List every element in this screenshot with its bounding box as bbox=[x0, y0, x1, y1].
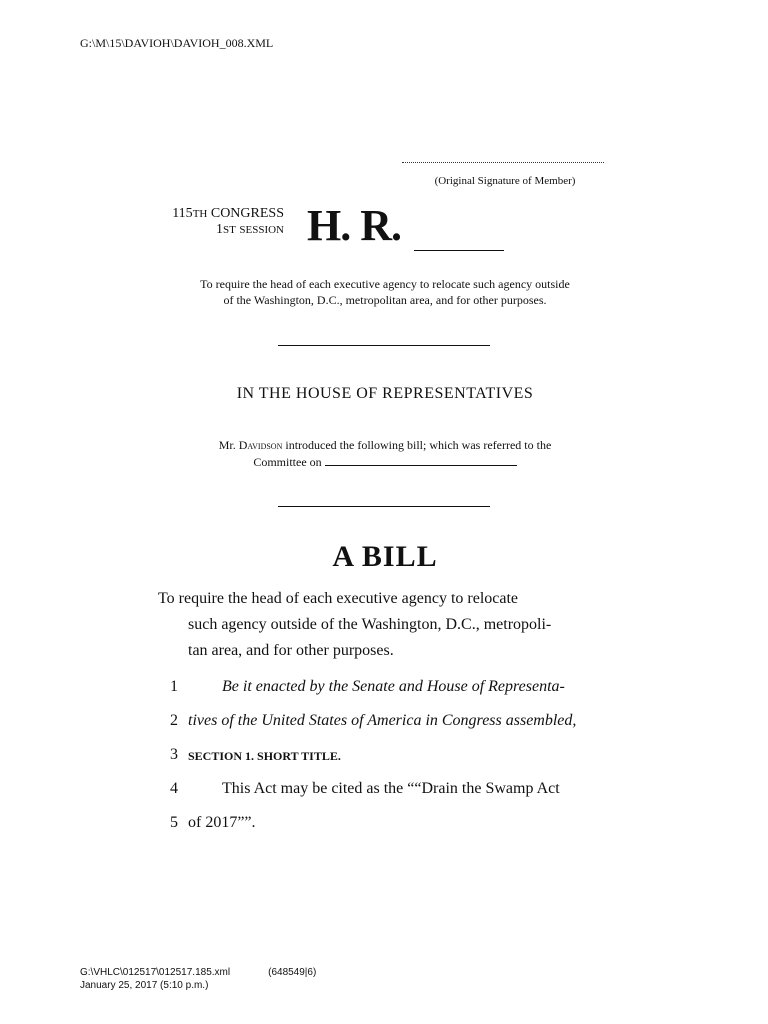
bill-label: A BILL bbox=[332, 540, 438, 573]
footer-line bbox=[80, 966, 316, 979]
introduction bbox=[160, 437, 610, 471]
introduction-line: Committee on bbox=[160, 454, 610, 471]
divider-rule bbox=[278, 345, 490, 346]
footer-path: G:\VHLC\012517\012517.185.xml bbox=[80, 967, 231, 978]
long-title bbox=[158, 586, 608, 664]
enacting-clause: Be it enacted by the Senate and House of Representa- bbox=[222, 678, 565, 695]
signature-label: (Original Signature of Member) bbox=[434, 175, 576, 187]
member-name: Davidson bbox=[238, 438, 283, 452]
long-title-line: To require the head of each executive agency to relocate bbox=[158, 590, 519, 607]
footer-timestamp: January 25, 2017 (5:10 p.m.) bbox=[80, 980, 209, 991]
chamber-heading: IN THE HOUSE OF REPRESENTATIVES bbox=[236, 385, 534, 402]
line-number: 3 bbox=[170, 746, 178, 763]
section-text: of 2017””. bbox=[188, 814, 256, 831]
congress-session bbox=[140, 206, 284, 238]
section-heading: SECTION 1. SHORT TITLE. bbox=[188, 749, 341, 763]
divider-rule bbox=[278, 506, 490, 507]
section-text: This Act may be cited as the ““Drain the Swamp Act bbox=[222, 780, 560, 797]
congress-line: 115TH CONGRESS bbox=[172, 206, 284, 221]
committee-blank bbox=[325, 456, 517, 466]
footer-doc-id: (648549|6) bbox=[268, 967, 317, 978]
short-purpose-line: To require the head of each executive agency to relocate such agency outside bbox=[200, 277, 570, 291]
footer bbox=[80, 966, 316, 992]
line-number: 5 bbox=[170, 814, 178, 831]
long-title-line: tan area, and for other purposes. bbox=[188, 642, 394, 659]
short-purpose bbox=[160, 276, 610, 308]
bill-designation: H. R. bbox=[307, 201, 401, 250]
short-purpose-line: of the Washington, D.C., metropolitan area, and for other purposes. bbox=[223, 293, 547, 307]
signature-line bbox=[402, 162, 604, 163]
long-title-line: such agency outside of the Washington, D.C., metropoli- bbox=[188, 616, 552, 633]
enacting-clause: tives of the United States of America in Congress assembled, bbox=[188, 712, 577, 729]
file-path: G:\M\15\DAVIOH\DAVIOH_008.XML bbox=[80, 36, 274, 50]
line-number: 4 bbox=[170, 780, 178, 797]
line-number: 2 bbox=[170, 712, 178, 729]
introduction-line: Mr. Davidson introduced the following bill; which was referred to the bbox=[218, 438, 552, 452]
session-line: 1ST SESSION bbox=[216, 222, 284, 237]
bill-number-blank bbox=[414, 250, 504, 251]
line-number: 1 bbox=[170, 678, 178, 695]
